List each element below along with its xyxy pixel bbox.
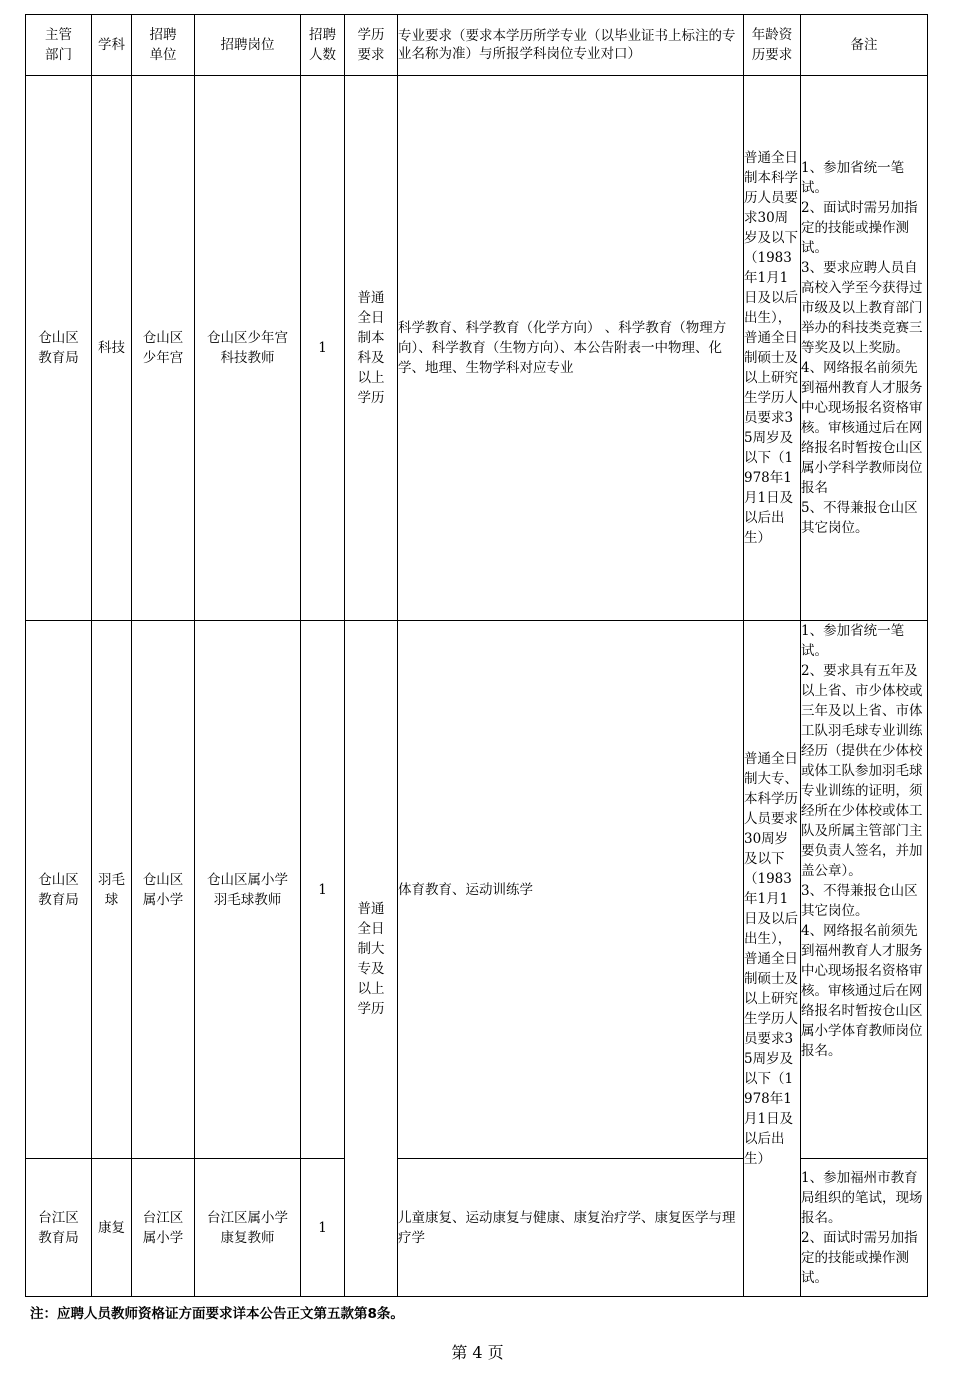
count-cell: 1 [301, 76, 345, 621]
header-post: 招聘岗位 [195, 15, 301, 76]
notes-cell: 1、参加省统一笔试。 2、要求具有五年及以上省、市少体校或三年及以上省、市体工队羽毛球专业训练经历（提供在少体校或体工队参加羽毛球专业训练的证明，须经所在少体校或体工队及所属主管部门主要负责人签名，并加盖公章）。 3、不得兼报仓山区其它岗位。 4、网络报名前须先到福州教育人才服务中心现场报名资格审核。审核通过后在网络报名时暂按仓山区属小学体育教师岗位报名。 [801, 621, 928, 1159]
table-row [26, 76, 928, 621]
unit-cell: 仓山区 属小学 [132, 621, 195, 1159]
age-cell: 普通全日制大专、本科学历人员要求30周岁及以下（1983年1月1日及以后出生），普通全日制硕士及以上研究生学历人员要求35周岁及以下（1978年1月1日及以后出生） [744, 621, 801, 1297]
major-cell: 体育教育、运动训练学 [398, 621, 744, 1159]
dept-cell: 台江区 教育局 [26, 1159, 92, 1297]
count-cell: 1 [301, 621, 345, 1159]
header-notes: 备注 [801, 15, 928, 76]
major-cell: 儿童康复、运动康复与健康、康复治疗学、康复医学与理疗学 [398, 1159, 744, 1297]
header-dept: 主管 部门 [26, 15, 92, 76]
dept-cell: 仓山区 教育局 [26, 76, 92, 621]
header-edu: 学历 要求 [345, 15, 398, 76]
table-row [26, 621, 928, 1159]
post-cell: 仓山区属小学 羽毛球教师 [195, 621, 301, 1159]
header-row [26, 15, 928, 76]
edu-cell: 普通 全日 制本 科及 以上 学历 [345, 76, 398, 621]
age-cell: 普通全日制本科学历人员要求30周岁及以下（1983年1月1日及以后出生），普通全日制硕士及以上研究生学历人员要求35周岁及以下（1978年1月1日及以后出生） [744, 76, 801, 621]
recruitment-table [25, 14, 928, 1297]
header-major: 专业要求（要求本学历所学专业（以毕业证书上标注的专业名称为准）与所报学科岗位专业对口） [398, 15, 744, 76]
major-cell: 科学教育、科学教育（化学方向） 、科学教育（物理方向）、科学教育（生物方向）、本公告附表一中物理、化学、地理、生物学科对应专业 [398, 76, 744, 621]
subject-cell: 羽毛 球 [92, 621, 132, 1159]
subject-cell: 康复 [92, 1159, 132, 1297]
page-number: 第 4 页 [451, 1343, 504, 1362]
notes-cell: 1、参加福州市教育局组织的笔试，现场报名。 2、面试时需另加指定的技能或操作测试。 [801, 1159, 928, 1297]
unit-cell: 台江区 属小学 [132, 1159, 195, 1297]
post-cell: 台江区属小学 康复教师 [195, 1159, 301, 1297]
count-cell: 1 [301, 1159, 345, 1297]
post-cell: 仓山区少年宫 科技教师 [195, 76, 301, 621]
header-age: 年龄资 历要求 [744, 15, 801, 76]
header-unit: 招聘 单位 [132, 15, 195, 76]
notes-cell: 1、参加省统一笔试。 2、面试时需另加指定的技能或操作测试。 3、要求应聘人员自高校入学至今获得过市级及以上教育部门举办的科技类竞赛三等奖及以上奖励。 4、网络报名前须先到福州教育人才服务中心现场报名资格审核。审核通过后在网络报名时暂按仓山区属小学科学教师岗位报名 5、不得兼报仓山区其它岗位。 [801, 76, 928, 621]
footnote: 注：应聘人员教师资格证方面要求详本公告正文第五款第8条。 [30, 1306, 404, 1322]
header-subject: 学科 [92, 15, 132, 76]
subject-cell: 科技 [92, 76, 132, 621]
unit-cell: 仓山区 少年宫 [132, 76, 195, 621]
edu-cell: 普通 全日 制大 专及 以上 学历 [345, 621, 398, 1297]
header-count: 招聘 人数 [301, 15, 345, 76]
dept-cell: 仓山区 教育局 [26, 621, 92, 1159]
